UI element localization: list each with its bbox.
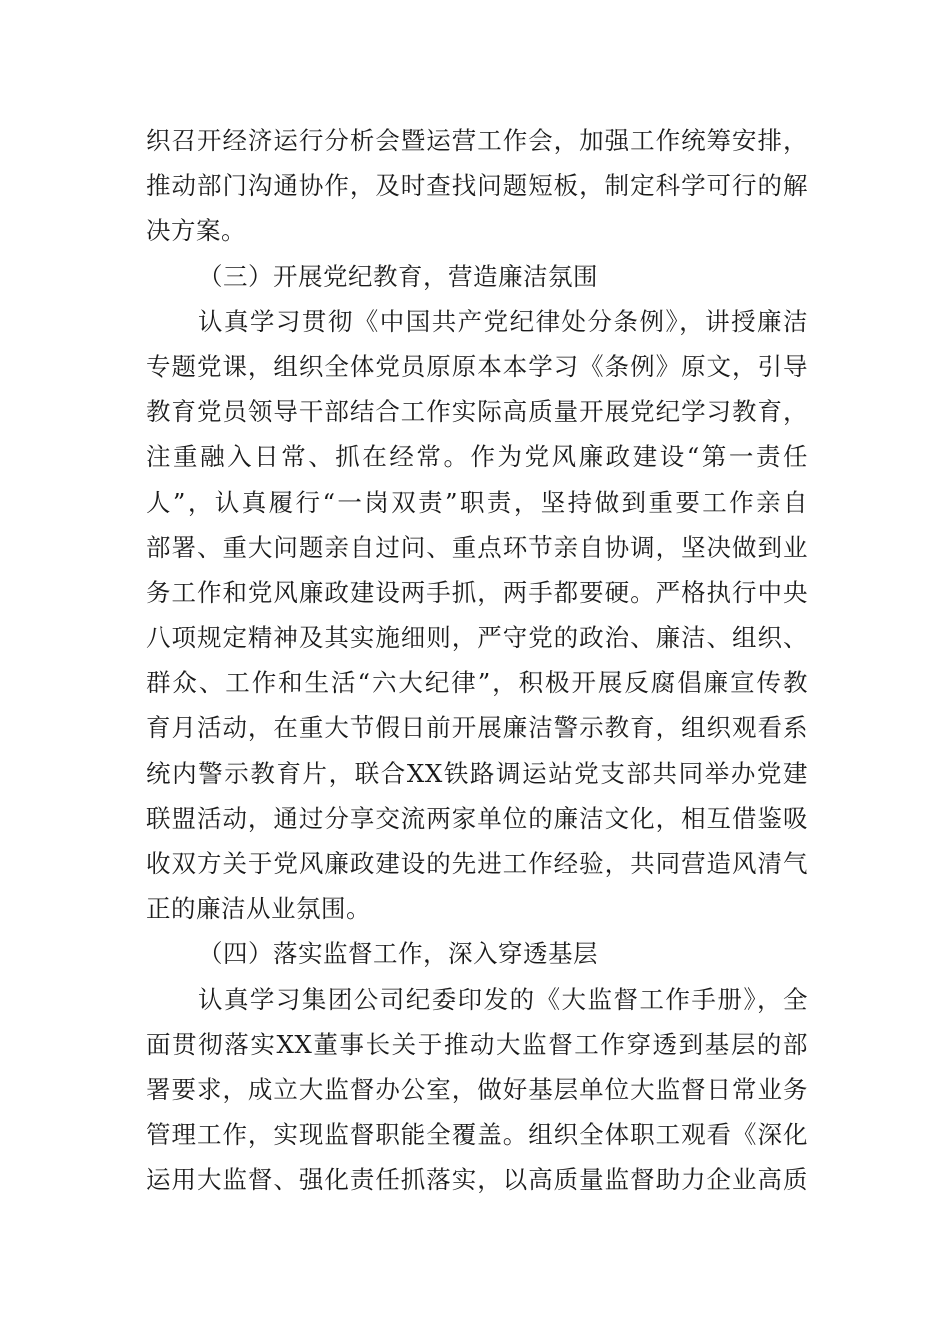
- paragraph-line: 面贯彻落实XX董事长关于推动大监督工作穿透到基层的部: [146, 1029, 808, 1059]
- paragraph-line: 认真学习集团公司纪委印发的《大监督工作手册》，全: [198, 984, 808, 1014]
- paragraph-line: 认真学习贯彻《中国共产党纪律处分条例》，讲授廉洁: [198, 306, 808, 336]
- document-body: [146, 118, 808, 1203]
- paragraph-line: 织召开经济运行分析会暨运营工作会，加强工作统筹安排，: [146, 126, 808, 155]
- paragraph-line: 八项规定精神及其实施细则，严守党的政治、廉洁、组织、: [146, 623, 808, 653]
- paragraph-line: 人”，认真履行“一岗双责”职责，坚持做到重要工作亲自: [146, 487, 808, 517]
- paragraph-line: 正的廉洁从业氛围。: [146, 894, 371, 924]
- paragraph-line: 推动部门沟通协作，及时查找问题短板，制定科学可行的解: [146, 171, 808, 201]
- paragraph-line: 注重融入日常、抓在经常。作为党风廉政建设“第一责任: [146, 442, 808, 472]
- paragraph-line: 收双方关于党风廉政建设的先进工作经验，共同营造风清气: [146, 849, 808, 878]
- paragraph-line: 育月活动，在重大节假日前开展廉洁警示教育，组织观看系: [146, 713, 808, 743]
- paragraph-line: 部署、重大问题亲自过问、重点环节亲自协调，坚决做到业: [146, 532, 808, 562]
- section-heading-4: （四）落实监督工作，深入穿透基层: [198, 939, 598, 969]
- paragraph-line: 运用大监督、强化责任抓落实，以高质量监督助力企业高质: [146, 1165, 808, 1195]
- paragraph-line: 教育党员领导干部结合工作实际高质量开展党纪学习教育，: [146, 397, 808, 427]
- paragraph-line: 决方案。: [146, 216, 246, 246]
- paragraph-line: 专题党课，组织全体党员原原本本学习《条例》原文，引导: [146, 351, 808, 381]
- paragraph-line: 务工作和党风廉政建设两手抓，两手都要硬。严格执行中央: [146, 577, 808, 607]
- paragraph-line: 署要求，成立大监督办公室，做好基层单位大监督日常业务: [146, 1074, 808, 1104]
- section-heading-3: （三）开展党纪教育，营造廉洁氛围: [198, 261, 598, 291]
- paragraph-line: 管理工作，实现监督职能全覆盖。组织全体职工观看《深化: [146, 1120, 808, 1150]
- paragraph-line: 群众、工作和生活“六大纪律”，积极开展反腐倡廉宣传教: [146, 668, 808, 698]
- paragraph-line: 联盟活动，通过分享交流两家单位的廉洁文化，相互借鉴吸: [146, 803, 808, 833]
- paragraph-line: 统内警示教育片，联合XX铁路调运站党支部共同举办党建: [146, 758, 808, 788]
